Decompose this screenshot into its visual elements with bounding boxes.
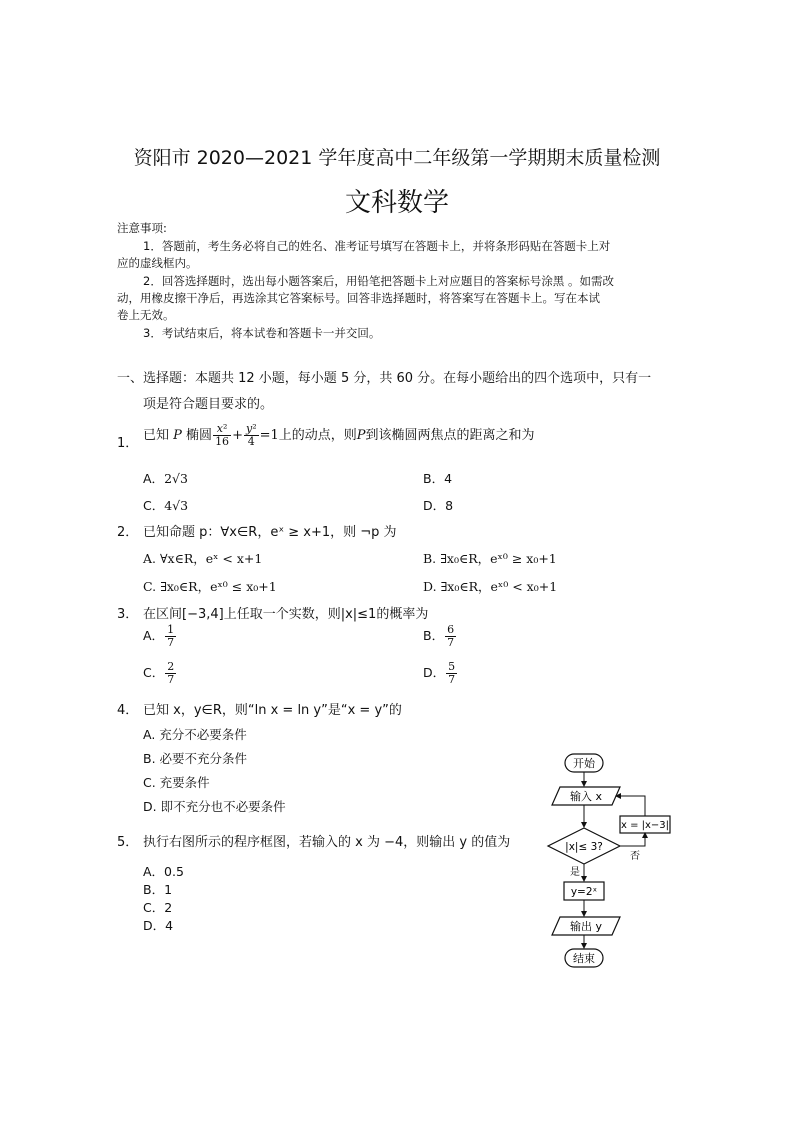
q5-option-d: D．4 xyxy=(143,918,174,933)
q1-option-c: C．4√3 xyxy=(143,498,189,513)
q4-option-c: C. 充要条件 xyxy=(143,775,210,790)
section-heading-line1: 一、选择题：本题共 12 小题，每小题 5 分，共 60 分。在每小题给出的四个选项中，只有一 xyxy=(117,371,652,386)
flow-calc-label: y=2ˣ xyxy=(570,886,598,898)
q1-option-d: D．8 xyxy=(423,498,454,513)
q3-option-a: A． $\frac{1}{7}$ xyxy=(143,623,175,649)
q2-stem: 已知命题 p：∀x∈R，eˣ ≥ x+1，则 ¬p 为 xyxy=(143,525,397,540)
q1-number: 1． xyxy=(117,436,139,451)
exam-subtitle: 文科数学 xyxy=(344,188,449,218)
q5-stem: 执行右图所示的程序框图，若输入的 x 为 −4，则输出 y 的值为 xyxy=(143,835,511,850)
q3-number: 3． xyxy=(117,607,139,622)
q1-option-a: A．2√3 xyxy=(143,471,188,486)
q5-option-a: A．0.5 xyxy=(143,864,184,879)
note-2c: 卷上无效。 xyxy=(117,308,175,322)
q3-option-d: D． $\frac{5}{7}$ xyxy=(423,660,456,686)
q2-option-a: A. ∀x∈R，eˣ < x+1 xyxy=(143,551,263,566)
flow-decision-label: |x|≤ 3? xyxy=(565,841,603,853)
q4-option-a: A. 充分不必要条件 xyxy=(143,727,247,742)
q1-frac-x: $\frac{\text{x²}}{16}$ xyxy=(215,422,230,448)
q3-option-b: B． $\frac{6}{7}$ xyxy=(423,623,455,649)
q2-number: 2． xyxy=(117,525,139,540)
q4-option-d: D. 即不充分也不必要条件 xyxy=(143,799,286,814)
exam-title: 资阳市 2020—2021 学年度高中二年级第一学期期末质量检测 xyxy=(133,147,661,169)
flow-yes-label: 是 xyxy=(570,867,580,878)
flow-assign-label: x = |x−3| xyxy=(620,820,670,831)
flowchart xyxy=(540,748,680,973)
q5-option-b: B．1 xyxy=(143,882,173,897)
flow-input-label: 输入 x xyxy=(569,790,603,803)
q4-number: 4． xyxy=(117,703,139,718)
q1-stem: 已知 P 椭圆 $\frac{\text{x²}}{16}$ + $\frac{\text{y²}}{4}$ =1上的动点，则P到该椭圆两焦点的距离之和为 xyxy=(143,422,535,448)
notes-heading: 注意事项: xyxy=(117,221,167,235)
flow-end-label: 结束 xyxy=(573,952,595,965)
q4-option-b: B. 必要不充分条件 xyxy=(143,751,248,766)
q4-stem: 已知 x，y∈R，则“ln x = ln y”是“x = y”的 xyxy=(143,703,402,718)
q5-option-c: C．2 xyxy=(143,900,173,915)
q3-option-c: C． $\frac{2}{7}$ xyxy=(143,660,175,686)
note-1a: 1．答题前，考生务必将自己的姓名、准考证号填写在答题卡上，并将条形码贴在答题卡上对 xyxy=(143,239,611,253)
flow-no-label: 否 xyxy=(630,851,640,862)
note-3: 3．考试结束后，将本试卷和答题卡一并交回。 xyxy=(143,326,381,340)
q2-option-c: C. ∃x₀∈R，eˣ⁰ ≤ x₀+1 xyxy=(143,579,277,594)
note-2a: 2．回答选择题时，选出每小题答案后，用铅笔把答题卡上对应题目的答案标号涂黑 。如需改 xyxy=(143,274,614,288)
flow-output-label: 输出 y xyxy=(569,920,603,933)
q2-option-b: B. ∃x₀∈R，eˣ⁰ ≥ x₀+1 xyxy=(423,551,557,566)
note-1b: 应的虚线框内。 xyxy=(117,256,198,270)
section-heading-line2: 项是符合题目要求的。 xyxy=(143,397,274,412)
q1-frac-y: $\frac{\text{y²}}{4}$ xyxy=(245,422,257,448)
q2-option-d: D. ∃x₀∈R，eˣ⁰ < x₀+1 xyxy=(423,579,558,594)
q3-stem: 在区间[−3,4]上任取一个实数，则|x|≤1的概率为 xyxy=(143,607,429,622)
q5-number: 5． xyxy=(117,835,139,850)
note-2b: 动，用橡皮擦干净后，再选涂其它答案标号。回答非选择题时，将答案写在答题卡上。写在本试 xyxy=(117,291,600,305)
flow-start-label: 开始 xyxy=(573,757,595,770)
q1-option-b: B．4 xyxy=(423,471,453,486)
